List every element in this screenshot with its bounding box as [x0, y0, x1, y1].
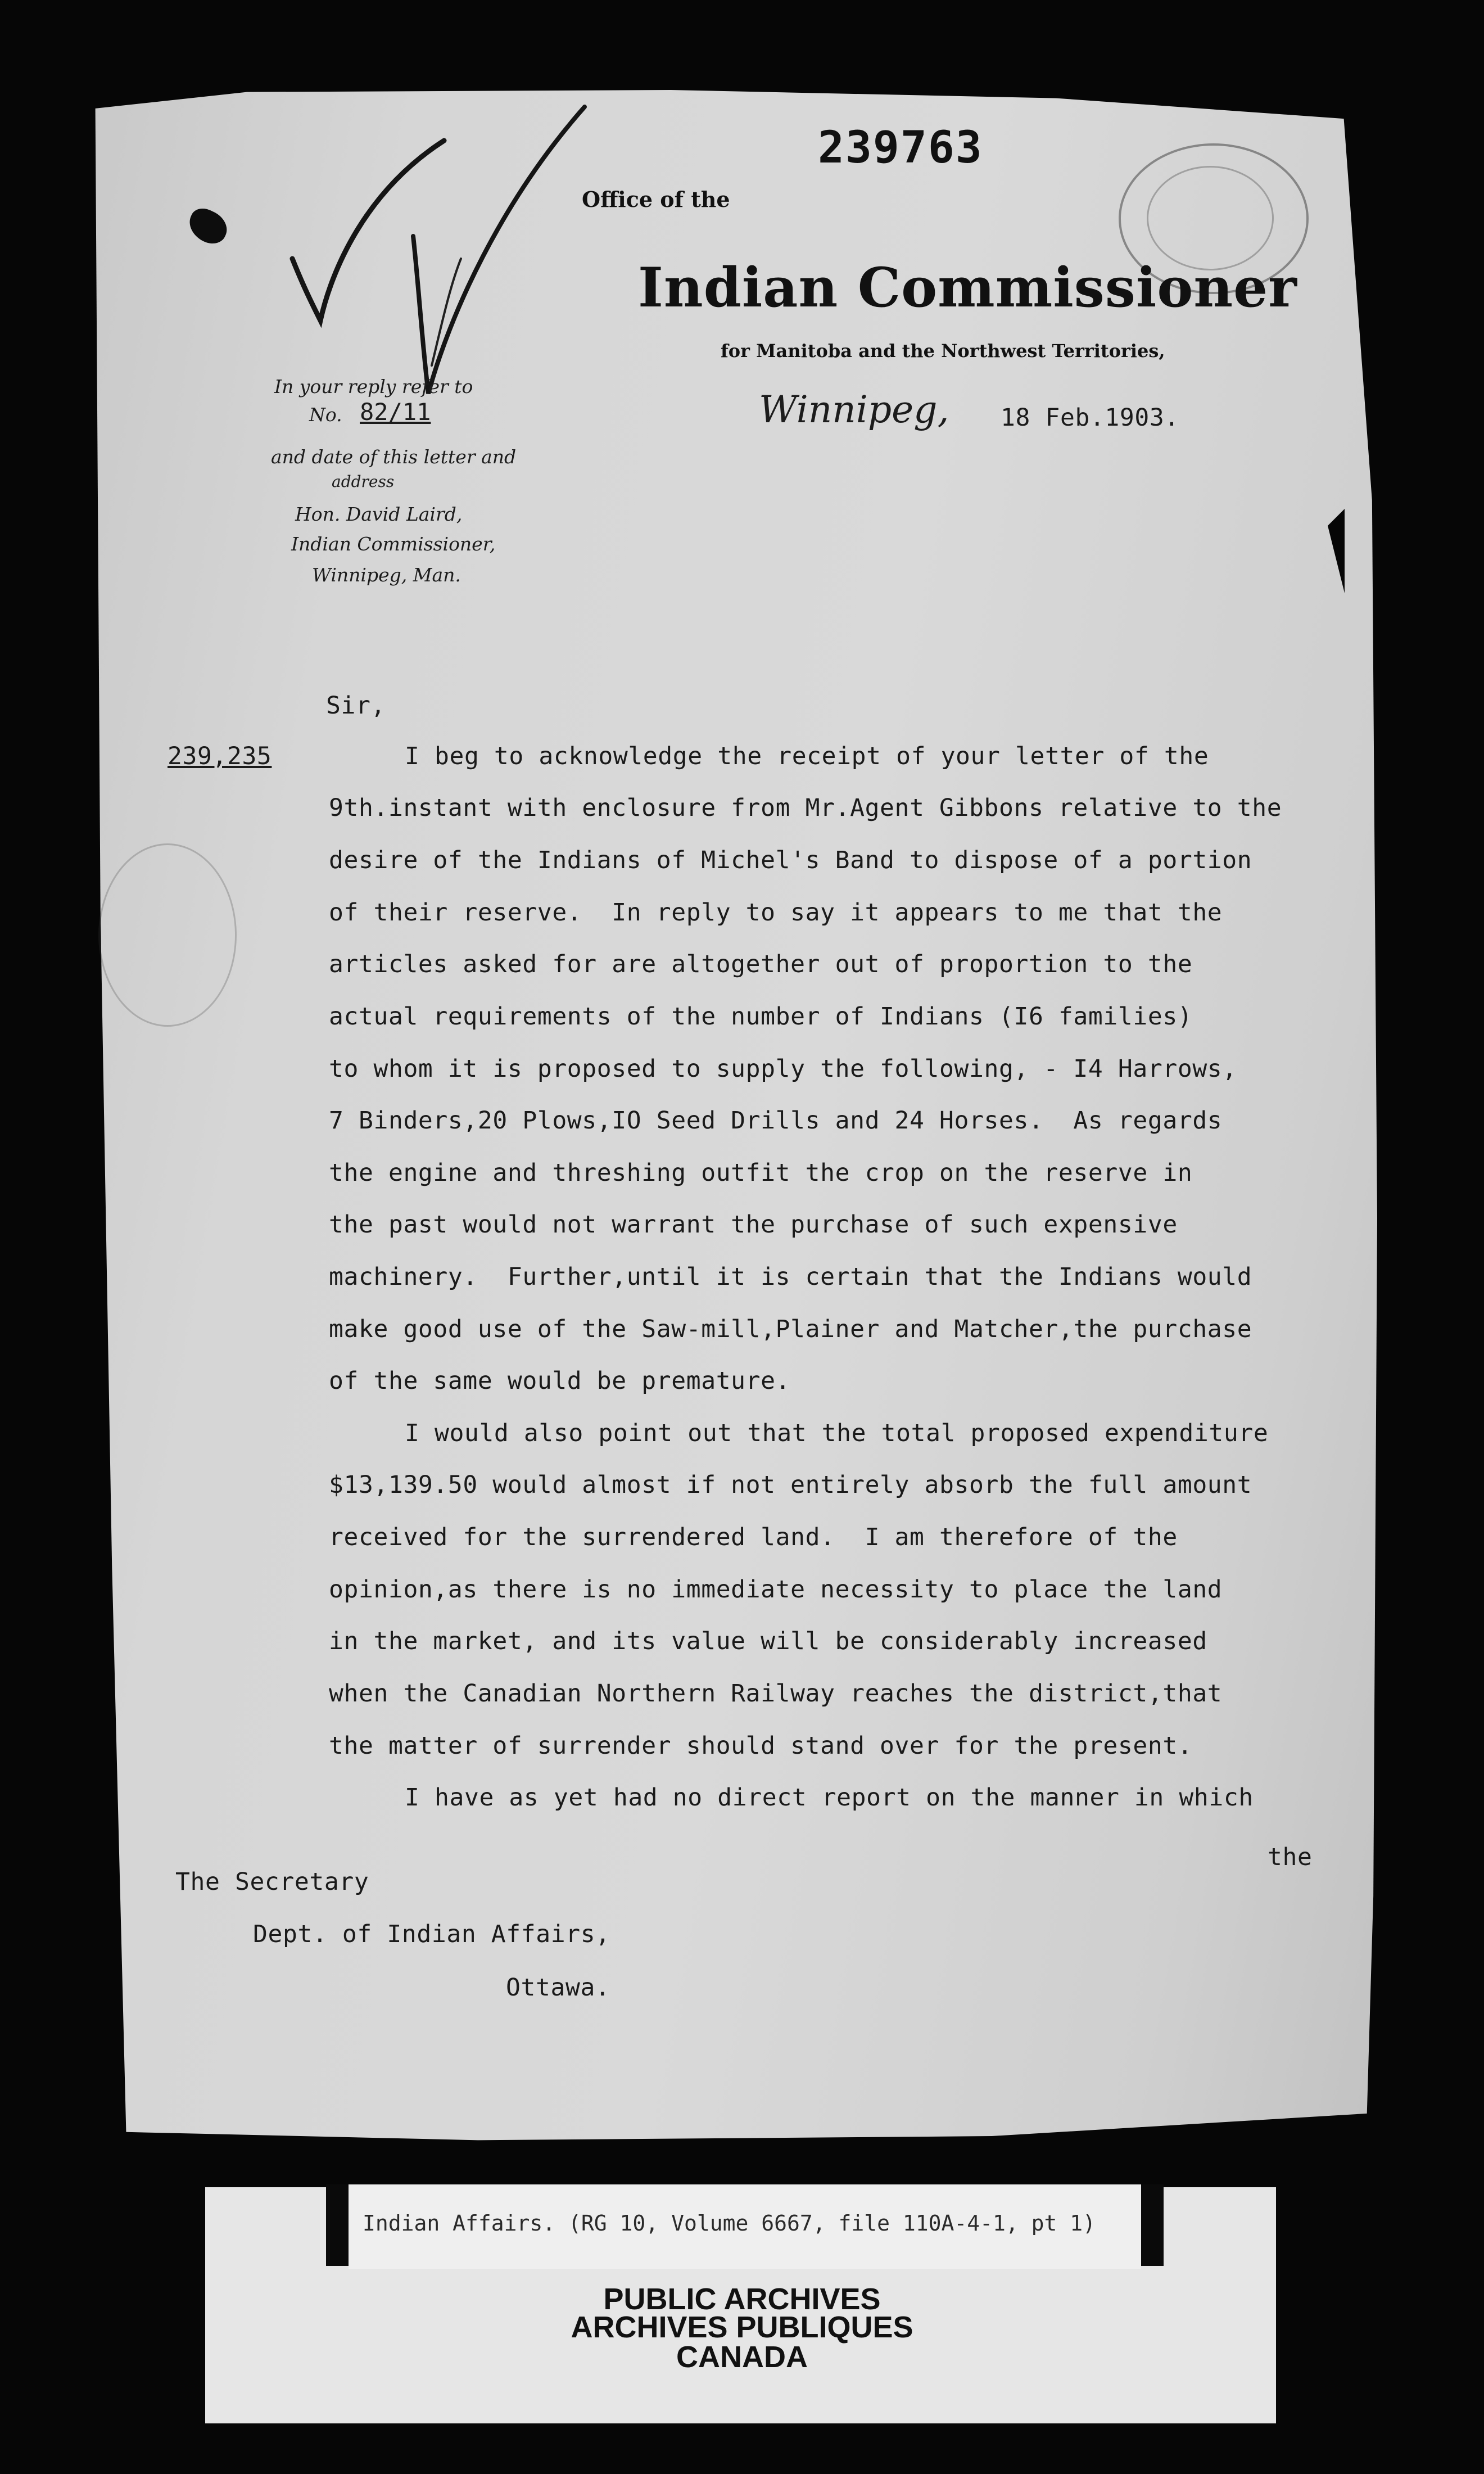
department-stamp-inner-ring — [1147, 166, 1274, 270]
addressee-line: Ottawa. — [506, 1974, 610, 2002]
body-line: I beg to acknowledge the receipt of your letter of the — [405, 742, 1209, 770]
document-number: 239763 — [818, 123, 983, 173]
reply-reference-line: Indian Commissioner, — [291, 533, 496, 555]
body-line: the matter of surrender should stand over for the present. — [329, 1732, 1193, 1760]
archive-country: CANADA — [676, 2340, 808, 2374]
archive-citation: Indian Affairs. (RG 10, Volume 6667, file 110A-4-1, pt 1) — [363, 2211, 1096, 2236]
body-line: opinion,as there is no immediate necessity to place the land — [329, 1575, 1223, 1604]
reply-reference-line: In your reply refer to — [274, 376, 473, 398]
label-clip-left — [326, 2184, 349, 2266]
salutation: Sir, — [326, 692, 386, 720]
body-line: of the same would be premature. — [329, 1367, 791, 1395]
body-line: $13,139.50 would almost if not entirely absorb the full amount — [329, 1471, 1252, 1499]
archive-name-french: ARCHIVES PUBLIQUES — [571, 2310, 913, 2344]
body-line: articles asked for are altogether out of proportion to the — [329, 950, 1193, 978]
page-continuation-word: the — [1268, 1843, 1313, 1871]
letterhead-territories: for Manitoba and the Northwest Territories, — [721, 340, 1165, 362]
body-line: 7 Binders,20 Plows,IO Seed Drills and 24 Horses. As regards — [329, 1107, 1223, 1135]
paper-tear — [1328, 509, 1345, 593]
body-line: when the Canadian Northern Railway reaches the district,that — [329, 1680, 1223, 1708]
body-line: I have as yet had no direct report on the manner in which — [405, 1784, 1254, 1812]
body-line: machinery. Further,until it is certain that the Indians would — [329, 1263, 1252, 1291]
body-line: of their reserve. In reply to say it appears to me that the — [329, 899, 1223, 927]
file-reference-number: 239,235 — [168, 742, 272, 770]
addressee-line: The Secretary — [175, 1868, 369, 1896]
body-line: received for the surrendered land. I am therefore of the — [329, 1523, 1178, 1551]
reply-reference-line: address — [332, 472, 395, 491]
faded-received-stamp — [98, 843, 237, 1027]
reply-reference-line: and date of this letter and — [271, 446, 517, 468]
handwritten-check-mark — [281, 101, 607, 416]
label-clip-right — [1141, 2184, 1164, 2266]
body-line: make good use of the Saw-mill,Plainer and Matcher,the purchase — [329, 1315, 1252, 1343]
archive-name-english: PUBLIC ARCHIVES — [603, 2282, 881, 2316]
body-line: the past would not warrant the purchase of such expensive — [329, 1211, 1178, 1239]
body-line: I would also point out that the total proposed expenditure — [405, 1419, 1269, 1447]
addressee-line: Dept. of Indian Affairs, — [253, 1920, 610, 1948]
letter-date: 18 Feb.1903. — [1001, 404, 1179, 432]
body-line: the engine and threshing outfit the crop on the reserve in — [329, 1159, 1193, 1187]
letterhead-office-of-the: Office of the — [582, 187, 730, 212]
reply-reference-no-value: 82/11 — [360, 398, 431, 426]
reply-reference-no-label: No. — [309, 404, 342, 426]
letterhead-title: Indian Commissioner — [638, 256, 1297, 319]
reply-reference-line: Hon. David Laird, — [295, 503, 463, 525]
body-line: in the market, and its value will be considerably increased — [329, 1627, 1207, 1655]
body-line: actual requirements of the number of Indians (I6 families) — [329, 1003, 1193, 1031]
letter-place: Winnipeg, — [759, 388, 949, 431]
body-line: to whom it is proposed to supply the following, - I4 Harrows, — [329, 1055, 1237, 1083]
reply-reference-line: Winnipeg, Man. — [312, 564, 461, 586]
body-line: 9th.instant with enclosure from Mr.Agent Gibbons relative to the — [329, 794, 1282, 822]
body-line: desire of the Indians of Michel's Band to dispose of a portion — [329, 846, 1252, 874]
